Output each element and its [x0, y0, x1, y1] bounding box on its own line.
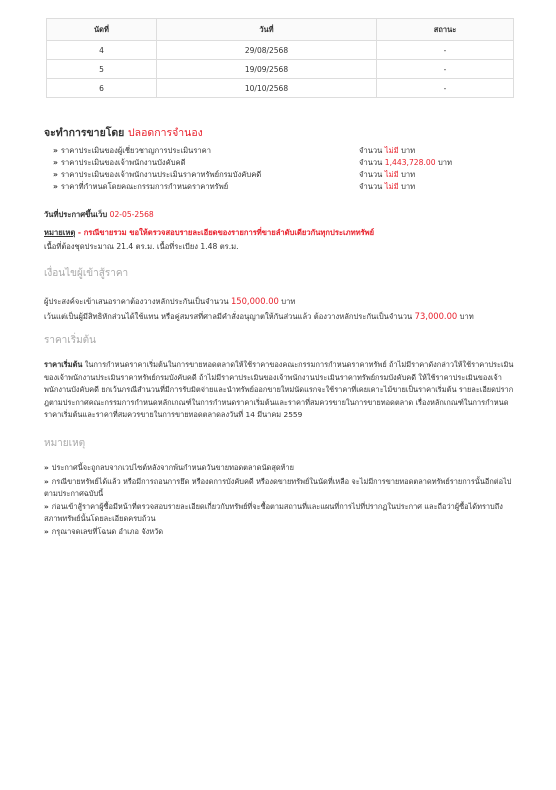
note-text: กรณีขายทรัพย์ได้แล้ว หรือมีการถอนการยึด หรืองดการบังคับคดี หรืองดขายทรัพย์ในนัดที่เหลือ จะไม่มีการขายทอดตลาดทรัพย์รายการนั้นอีกต่อไปตามประกาศฉบับนี้	[44, 477, 512, 498]
row-round: 5	[47, 60, 157, 79]
header-date: วันที่	[157, 19, 377, 41]
deposit-line	[44, 296, 295, 308]
deposit-text: ผู้ประสงค์จะเข้าเสนอราคาต้องวางหลักประกันเป็นจำนวน	[44, 297, 231, 306]
amount-prefix: จำนวน	[359, 182, 383, 191]
amount-value: ไม่มี	[384, 146, 399, 155]
amount-prefix: จำนวน	[359, 170, 383, 179]
auction-schedule-table	[46, 18, 514, 98]
table-row	[47, 60, 514, 79]
appraisal-item	[53, 145, 211, 157]
row-round: 6	[47, 79, 157, 98]
starting-price-lead: ราคาเริ่มต้น	[44, 360, 83, 369]
table-row	[47, 41, 514, 60]
double-chevron-right-icon: »	[44, 527, 49, 536]
note-text: ก่อนเข้าสู้ราคาผู้ซื้อมีหน้าที่ตรวจสอบรายละเอียดเกี่ยวกับทรัพย์ที่จะซื้อตามสถานที่และแผนที่การไปที่ปรากฏในประกาศ และถือว่าผู้ซื้อได้ทราบถึงสภาพทรัพย์นั้นโดยละเอียดครบถ้วน	[44, 502, 503, 523]
double-chevron-right-icon: »	[44, 502, 49, 511]
deposit-line-spouse	[44, 311, 474, 323]
deposit-amount: 73,000.00	[414, 311, 458, 321]
row-status: -	[377, 60, 514, 79]
bid-conditions-heading: เงื่อนไขผู้เข้าสู้ราคา	[44, 268, 129, 279]
header-status: สถานะ	[377, 19, 514, 41]
row-round: 4	[47, 41, 157, 60]
remark-text: - กรณีขายรวม ขอให้ตรวจสอบรายละเอียดของรายการที่ขายลำดับเดียวกันทุกประเภททรัพย์	[75, 228, 375, 237]
amount-unit: บาท	[401, 146, 416, 155]
appraisal-item	[53, 157, 186, 169]
area-info: เนื้อที่ต้องชุดประมาณ 21.4 ตร.ม. เนื้อที่ระเบียง 1.48 ตร.ม.	[44, 242, 239, 251]
row-date: 10/10/2568	[157, 79, 377, 98]
sale-method-title	[44, 124, 203, 141]
appraisal-label: ราคาประเมินของเจ้าพนักงานประเมินราคาทรัพย์กรมบังคับคดี	[60, 170, 262, 179]
row-date: 19/09/2568	[157, 60, 377, 79]
amount-prefix: จำนวน	[359, 146, 383, 155]
note-item	[44, 462, 518, 474]
starting-price-heading: ราคาเริ่มต้น	[44, 335, 97, 346]
starting-price-text: ในการกำหนดราคาเริ่มต้นในการขายทอดตลาดให้ใช้ราคาของคณะกรรมการกำหนดราคาทรัพย์ ถ้าไม่มีราคาดังกล่าวให้ใช้ราคาประเมินของเจ้าพนักงานประเมินราคาทรัพย์กรมบังคับคดี ถ้าไม่มีราคาประเมินของเจ้าพนักงานประเมินราคาทรัพย์กรมบังคับคดี ให้ใช้ราคาประเมินของเจ้าพนักงานบังคับคดี ยกเว้นกรณีสำนวนที่มีการรับมิตจ่ายและนำทรัพย์ออกขายใหม่นัดแรกจะใช้ราคาที่เคยเคาะไม้ขายเป็นราคาเริ่มต้น รายละเอียดปรากฎตามประกาศคณะกรรมการกำหนดหลักเกณฑ์ในการกำหนดราคาเริ่มต้นและราคาที่สมควรขายในการขายทอดตลาด เรื่องหลักเกณฑ์ในการกำหนดราคาเริ่มต้นและราคาที่สมควรขายในการขายทอดตลาดลงวันที่ 14 มีนาคม 2559	[44, 360, 514, 420]
row-status: -	[377, 41, 514, 60]
row-status: -	[377, 79, 514, 98]
double-chevron-right-icon: »	[53, 182, 58, 191]
remark-line	[44, 227, 374, 239]
note-item	[44, 476, 518, 500]
note-text: ประกาศนี้จะถูกลบจากเวปไซต์หลังจากพ้นกำหนดวันขายทอดตลาดนัดสุดท้าย	[51, 463, 294, 472]
table-header-row	[47, 19, 514, 41]
amount-unit: บาท	[401, 170, 416, 179]
sale-method-value: ปลอดการจำนอง	[128, 127, 203, 139]
announce-date	[44, 209, 154, 221]
double-chevron-right-icon: »	[53, 146, 58, 155]
double-chevron-right-icon: »	[44, 463, 49, 472]
header-round: นัดที่	[47, 19, 157, 41]
appraisal-label: ราคาประเมินของเจ้าพนักงานบังคับคดี	[60, 158, 186, 167]
double-chevron-right-icon: »	[53, 170, 58, 179]
amount-unit: บาท	[437, 158, 453, 167]
appraisal-label: ราคาประเมินของผู้เชี่ยวชาญการประเมินราคา	[60, 146, 212, 155]
deposit-unit: บาท	[278, 297, 296, 306]
row-date: 29/08/2568	[157, 41, 377, 60]
amount-unit: บาท	[401, 182, 416, 191]
deposit-amount: 150,000.00	[230, 296, 279, 306]
amount-value: ไม่มี	[384, 170, 399, 179]
amount-value: ไม่มี	[384, 182, 399, 191]
appraisal-label: ราคาที่กำหนดโดยคณะกรรมการกำหนดราคาทรัพย์	[60, 182, 229, 191]
appraisal-amount	[359, 169, 415, 181]
announce-label: วันที่ประกาศขึ้นเว็บ	[44, 210, 108, 219]
appraisal-item	[53, 169, 261, 181]
amount-prefix: จำนวน	[359, 158, 383, 167]
deposit-unit: บาท	[457, 312, 474, 321]
appraisal-item	[53, 181, 228, 193]
announce-value: 02-05-2568	[109, 210, 154, 219]
starting-price-paragraph	[44, 359, 514, 422]
notes-heading: หมายเหตุ	[44, 438, 86, 449]
appraisal-amount	[359, 145, 415, 157]
remark-label: หมายเหตุ	[44, 228, 76, 237]
appraisal-amount	[359, 181, 415, 193]
deposit-text: เว้นแต่เป็นผู้มีสิทธิหักส่วนได้ใช้แทน หรือคู่สมรสที่ศาลมีคำสั่งอนุญาตให้กันส่วนแล้ว ต้องวางหลักประกันเป็นจำนวน	[44, 312, 415, 321]
amount-value: 1,443,728.00	[384, 158, 436, 167]
table-row	[47, 79, 514, 98]
note-item	[44, 526, 518, 538]
double-chevron-right-icon: »	[44, 477, 49, 486]
appraisal-amount	[359, 157, 452, 169]
double-chevron-right-icon: »	[53, 158, 58, 167]
sale-method-label: จะทำการขายโดย	[44, 127, 125, 139]
note-item	[44, 501, 518, 525]
note-text: กรุณาจดเลขที่โฉนด อำเภอ จังหวัด	[51, 527, 164, 536]
